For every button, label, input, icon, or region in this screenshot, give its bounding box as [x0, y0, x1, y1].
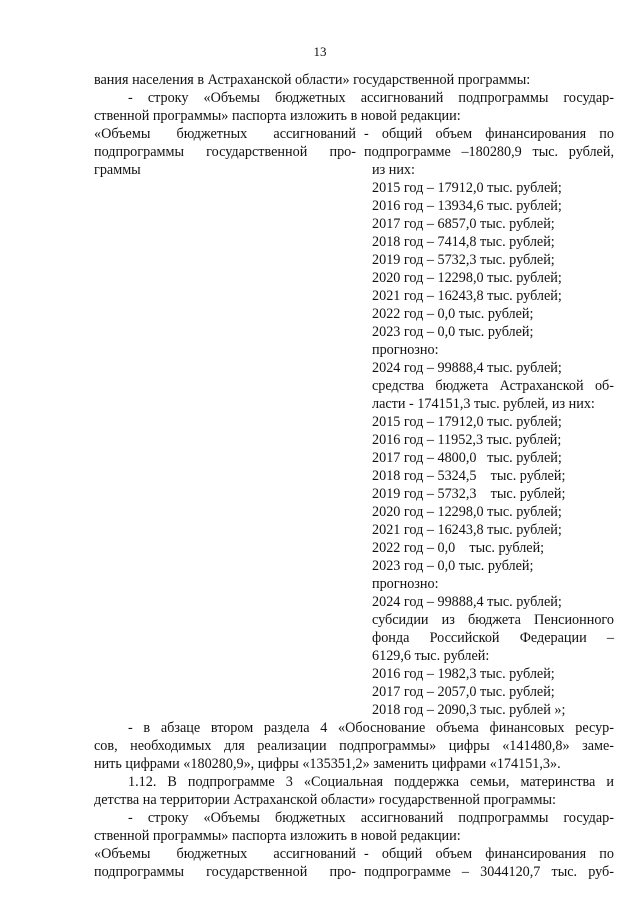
text-line: 1.12. В подпрограмме 3 «Социальная поддержка семьи, материнства и [128, 774, 614, 790]
text-line: - строку «Объемы бюджетных ассигнований подпрограммы государ- [128, 90, 614, 106]
year-line: 2017 год – 2057,0 тыс. рублей; [372, 684, 555, 700]
text-line: подпрограммы государственной про- [94, 144, 356, 160]
year-line: 2020 год – 12298,0 тыс. рублей; [372, 504, 562, 520]
text-line: подпрограммы государственной про- [94, 864, 356, 880]
text-line: подпрограмме – 3044120,7 тыс. руб- [364, 864, 614, 880]
table-right-cell [364, 845, 614, 881]
text-line: детства на территории Астраханской области» государственной программы: [94, 792, 556, 808]
year-line: 2024 год – 99888,4 тыс. рублей; [372, 594, 562, 610]
text-line: ственной программы» паспорта изложить в новой редакции: [94, 108, 461, 124]
year-line: 2023 год – 0,0 тыс. рублей; [372, 324, 534, 340]
text-line: - общий объем финансирования по [364, 846, 614, 862]
document-body [94, 71, 614, 881]
passport-table-row-2 [94, 845, 614, 881]
text-line: сов, необходимых для реализации подпрограммы» цифры «141480,8» заме- [94, 738, 614, 754]
page-number: 13 [313, 44, 327, 59]
year-line: 2017 год – 6857,0 тыс. рублей; [372, 216, 555, 232]
year-line: 2015 год – 17912,0 тыс. рублей; [372, 414, 562, 430]
year-line: 2015 год – 17912,0 тыс. рублей; [372, 180, 562, 196]
text-line: фонда Российской Федерации – [372, 630, 614, 646]
year-line: 2020 год – 12298,0 тыс. рублей; [372, 270, 562, 286]
text-line: - строку «Объемы бюджетных ассигнований подпрограммы государ- [128, 810, 614, 826]
text-line: ласти - 174151,3 тыс. рублей, из них: [372, 396, 595, 412]
year-line: 2018 год – 5324,5 тыс. рублей; [372, 468, 566, 484]
year-line: 2018 год – 7414,8 тыс. рублей; [372, 234, 555, 250]
text-line: из них: [372, 162, 415, 178]
year-line: 2016 год – 13934,6 тыс. рублей; [372, 198, 562, 214]
table-left-cell [94, 125, 356, 719]
year-line: 2018 год – 2090,3 тыс. рублей »; [372, 702, 566, 718]
text-line: субсидии из бюджета Пенсионного [372, 612, 614, 628]
year-line: 2022 год – 0,0 тыс. рублей; [372, 540, 545, 556]
text-line: граммы [94, 162, 141, 178]
year-line: 2017 год – 4800,0 тыс. рублей; [372, 450, 562, 466]
text-line: ственной программы» паспорта изложить в новой редакции: [94, 828, 461, 844]
year-line: 2016 год – 11952,3 тыс. рублей; [372, 432, 562, 448]
year-line: 2019 год – 5732,3 тыс. рублей; [372, 252, 555, 268]
year-line: 2023 год – 0,0 тыс. рублей; [372, 558, 534, 574]
year-line: 2016 год – 1982,3 тыс. рублей; [372, 666, 555, 682]
text-line: - в абзаце втором раздела 4 «Обоснование объема финансовых ресур- [128, 720, 614, 736]
text-line: прогнозно: [372, 342, 439, 358]
passport-table-row-1 [94, 125, 614, 719]
text-line: вания населения в Астраханской области» государственной программы: [94, 72, 531, 88]
table-right-cell [364, 125, 614, 719]
year-line: 2019 год – 5732,3 тыс. рублей; [372, 486, 566, 502]
table-left-cell [94, 845, 356, 881]
text-line: «Объемы бюджетных ассигнований [94, 846, 356, 862]
year-line: 2021 год – 16243,8 тыс. рублей; [372, 288, 562, 304]
text-line: подпрограмме –180280,9 тыс. рублей, [364, 144, 614, 160]
year-line: 2021 год – 16243,8 тыс. рублей; [372, 522, 562, 538]
text-line: 6129,6 тыс. рублей: [372, 648, 490, 664]
text-line: средства бюджета Астраханской об- [372, 378, 614, 394]
text-line: «Объемы бюджетных ассигнований [94, 126, 356, 142]
text-line: прогнозно: [372, 576, 439, 592]
year-line: 2024 год – 99888,4 тыс. рублей; [372, 360, 562, 376]
text-line: - общий объем финансирования по [364, 126, 614, 142]
text-line: нить цифрами «180280,9», цифры «135351,2» заменить цифрами «174151,3». [94, 756, 561, 772]
year-line: 2022 год – 0,0 тыс. рублей; [372, 306, 534, 322]
